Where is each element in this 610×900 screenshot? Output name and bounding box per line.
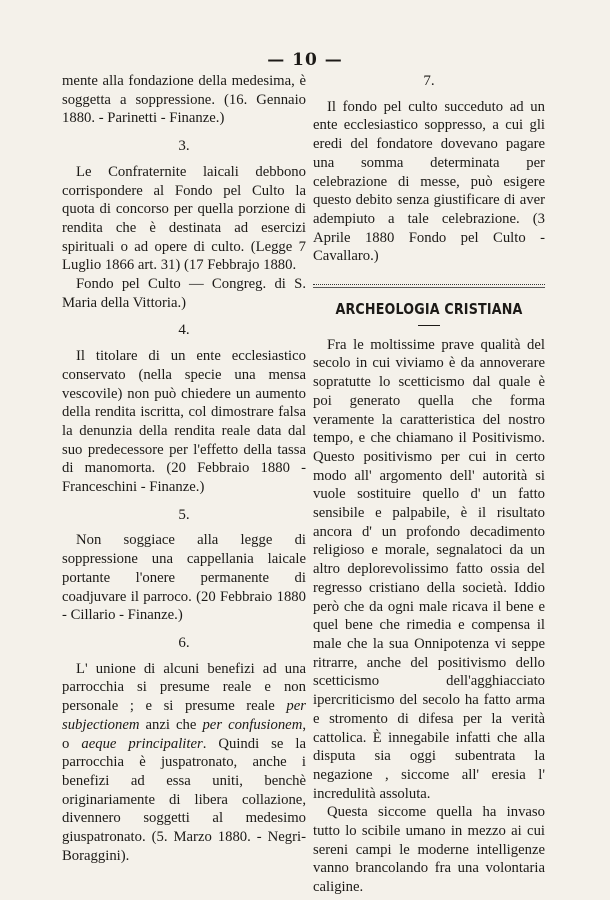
text-run: , o [62,716,306,752]
heading-dash [418,325,440,326]
page-number: — 10 — [267,50,343,70]
divider-rule [313,287,545,288]
italic-phrase: per confusionem [202,716,303,733]
section-paragraph: Non soggiace alla legge di soppressione una cappellania laicale portante l'onere permanente di coadjuvare il parroco. (20 Febbraio 1880 - Cillario - Finanze.) [62,532,306,624]
right-column [313,72,545,897]
section-paragraph: Il fondo pel culto succeduto ad un ente ecclesiastico soppresso, a cui gli eredi del fondatore dovevano pagare una somma determinata per celebrazione di messe, può esigere questo debito senza giustificare di aver adempiuto a tale celebrazione. (3 Aprile 1880 Fondo pel Culto - Cavallaro.) [313,98,545,265]
section-number: 5. [178,506,190,523]
section-heading: ARCHEOLOGIA CRISTIANA [335,300,523,319]
section-paragraph [62,660,306,866]
text-run: . Quindi se la parrocchia è juspatronato, anche i benefizi ad essa uniti, benchè originariamente di libera collazione, divennero soggetti al medesimo giuspatronato. (5. Marzo 1880. - Negri-Boraggini). [62,735,307,864]
section-paragraph: Fondo pel Culto — Congreg. di S. Maria della Vittoria.) [62,276,306,311]
italic-phrase: aeque principaliter [81,735,203,752]
left-column [62,72,306,865]
article-paragraph: Fra le moltissime prave qualità del secolo in cui viviamo è da annoverare sopratutte lo scetticismo dal quale è poi generato quella che forma veramente la caratteristica del nostro tempo, e che chiamano il Positivismo. Questo positivismo per cui in certo modo all' argomento dell' autorità si vuole sostituire quello d' un fatto sensibile e palpabile, è il risultato ancora d' un profondo decadimento religioso e morale, segnalatoci da un altro deplorevolissimo fatto ossia del regresso cristiano della società. Iddio però che da ogni male ricava il bene e quel bene che rimedia e compensa il male che la sua Onnipotenza vi seppe ritrarre, anche del positivismo dello scetticismo dell'agghiacciato ipercriticismo del secolo ha fatto arma e stromento di difesa per la verità cattolica. È innegabile infatti che alla disputa sia oggi subentrata la negazione , siccome all' eresia l' incredulità assoluta. [313,336,545,802]
section-number: 4. [178,322,190,339]
section-paragraph: Le Confraternite laicali debbono corrispondere al Fondo pel Culto la quota di concorso per quella porzione di rendita che è destinata ad esercizi spirituali o ad opere di culto. (Legge 7 Luglio 1866 art. 31) (17 Febbrajo 1880. [62,163,306,274]
section-paragraph: Il titolare di un ente ecclesiastico conservato (nella specie una mensa vescovile) non può chiedere un aumento della rendita iscritta, col dimostrare falsa la denunzia della rendita reale data dal suo predecessore per l'effetto della tassa di manomorta. (20 Febbraio 1880 - Franceschini - Finanze.) [62,348,306,496]
section-number: 7. [423,73,435,89]
divider-rule [313,284,545,285]
section-number: 6. [178,634,190,651]
text-run: L' unione di alcuni benefizi ad una parrocchia si presume reale e non personale ; e si presume reale [62,660,306,715]
italic-phrase: per subjectionem [62,698,306,733]
section-number: 3. [178,138,190,155]
article-paragraph: Questa siccome quella ha invaso tutto lo scibile umano in mezzo ai cui sereni campi le moderne intelligenze vanno brancolando fra una volontaria caligine. [313,804,545,896]
text-run: anzi che [139,716,203,733]
section-paragraph: mente alla fondazione della medesima, è soggetta a soppressione. (16. Gennaio 1880. - Parinetti - Finanze.) [62,73,306,127]
